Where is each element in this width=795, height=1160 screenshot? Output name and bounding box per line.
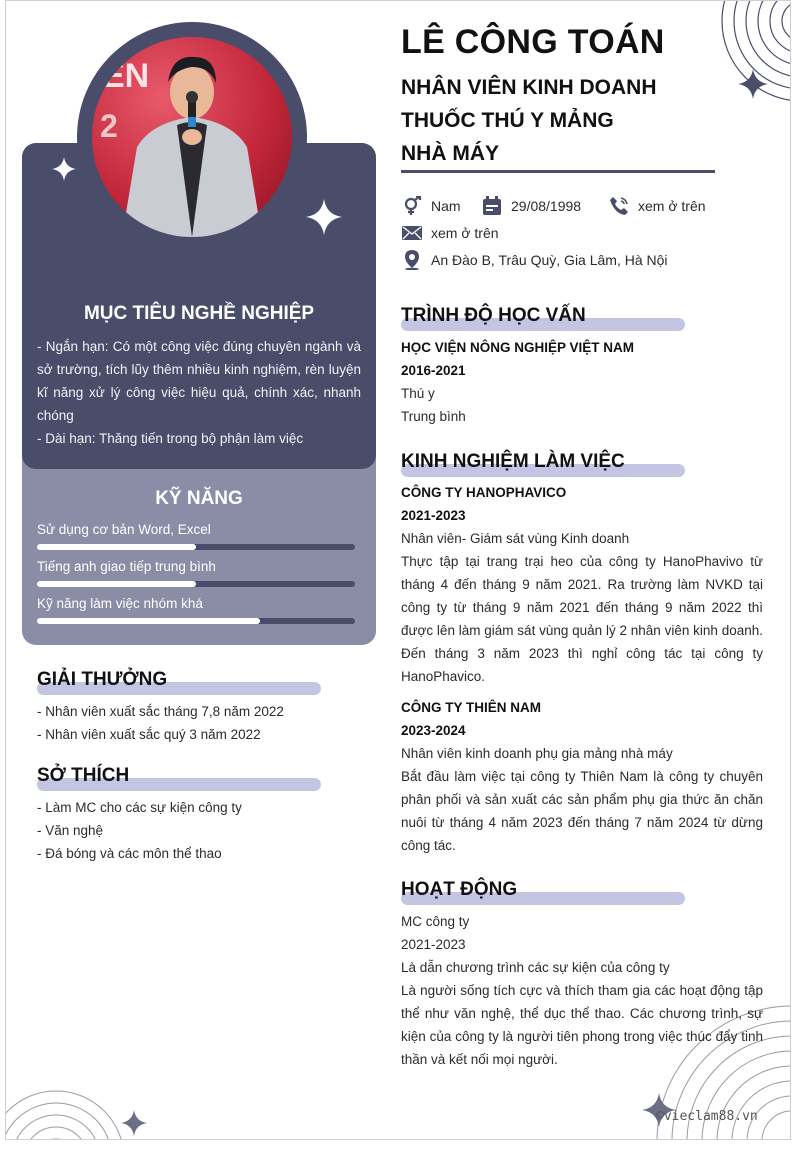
- skill-label: Tiếng anh giao tiếp trung bình: [37, 559, 216, 574]
- experience-title: [401, 451, 625, 473]
- svg-text:EN: EN: [102, 57, 150, 95]
- sparkle-icon: [306, 199, 342, 235]
- watermark: ©vieclam88.vn: [656, 1109, 758, 1124]
- address-info: [401, 249, 668, 271]
- objective-line: - Ngắn hạn: Có một công việc đúng chuyên ngành và sở trường, tích lũy thêm nhiều kinh nghiệm, rèn luyện kĩ năng xử lý công việc hiệu quả, chính xác, nhanh chóng: [37, 339, 361, 423]
- phone-value: xem ở trên: [638, 198, 706, 214]
- email-icon: [401, 222, 423, 244]
- birthday-value: 29/08/1998: [511, 198, 582, 214]
- company-name: CÔNG TY HANOPHAVICO: [401, 485, 567, 500]
- experience-title-text: KINH NGHIỆM LÀM VIỆC: [401, 451, 625, 472]
- list-item: - Nhân viên xuất sắc tháng 7,8 năm 2022: [37, 704, 284, 719]
- avatar: [92, 37, 292, 237]
- skill-label: Sử dụng cơ bản Word, Excel: [37, 522, 211, 537]
- hobbies-title-text: SỞ THÍCH: [37, 765, 130, 786]
- gender-icon: [401, 195, 423, 217]
- experience-job: [401, 696, 763, 857]
- job-position: Nhân viên kinh doanh phụ gia mảng nhà máy: [401, 746, 673, 761]
- gender-value: Nam: [431, 198, 461, 214]
- experience-job: [401, 481, 763, 688]
- awards-title-text: GIẢI THƯỞNG: [37, 669, 168, 690]
- email-info: [401, 222, 499, 244]
- job-title-line: NHÀ MÁY: [401, 142, 499, 165]
- education-grade: Trung bình: [401, 409, 466, 424]
- activities-title: [401, 879, 517, 901]
- skill-item: [37, 558, 355, 587]
- activity-summary: Là dẫn chương trình các sự kiện của công ty: [401, 960, 670, 975]
- phone-icon: [608, 195, 630, 217]
- skill-item: [37, 521, 355, 550]
- hobbies-title: [37, 765, 129, 787]
- concentric-circles-decoration: [6, 1089, 126, 1140]
- sparkle-icon: [738, 69, 768, 99]
- sparkle-icon: [121, 1110, 147, 1136]
- activities-title-text: HOẠT ĐỘNG: [401, 879, 518, 900]
- skills-title: KỸ NĂNG: [155, 488, 243, 509]
- calendar-icon: [481, 195, 503, 217]
- education-title-text: TRÌNH ĐỘ HỌC VẤN: [401, 305, 586, 326]
- job-position: Nhân viên- Giám sát vùng Kinh doanh: [401, 531, 630, 546]
- skill-bar-fill: [37, 618, 260, 624]
- location-icon: [401, 249, 423, 271]
- objective-line: - Dài hạn: Thăng tiến trong bộ phận làm việc: [37, 431, 304, 446]
- list-item: - Đá bóng và các môn thể thao: [37, 846, 222, 861]
- job-title-line: THUỐC THÚ Y MẢNG: [401, 109, 614, 132]
- education-block: [401, 336, 763, 428]
- education-period: 2016-2021: [401, 363, 466, 378]
- header-divider: [401, 170, 715, 173]
- skill-bar: [37, 544, 355, 550]
- address-value: An Đào B, Trâu Quỳ, Gia Lâm, Hà Nội: [431, 252, 668, 268]
- avatar-photo: [92, 37, 292, 237]
- activities-block: [401, 910, 763, 1071]
- objective-text: [37, 335, 361, 450]
- phone-info: [608, 195, 706, 217]
- job-title: [401, 71, 721, 170]
- job-title-line: NHÂN VIÊN KINH DOANH: [401, 76, 657, 99]
- cv-page: [5, 0, 791, 1140]
- job-period: 2021-2023: [401, 508, 466, 523]
- education-title: [401, 305, 586, 327]
- activity-description: Là người sống tích cực và thích tham gia các hoạt động tập thể như văn nghệ, thể dục thể thao. Các chương trình, sự kiện của công ty là người tiên phong trong việc thúc đẩy tinh thần và kết nối mọi người.: [401, 983, 763, 1067]
- gender-info: [401, 195, 461, 217]
- birthday-info: [481, 195, 581, 217]
- skill-bar-fill: [37, 544, 196, 550]
- school-name: HỌC VIỆN NÔNG NGHIỆP VIỆT NAM: [401, 340, 635, 355]
- email-value: xem ở trên: [431, 225, 499, 241]
- awards-title: [37, 669, 167, 691]
- skill-item: [37, 595, 355, 624]
- objective-title: MỤC TIÊU NGHỀ NGHIỆP: [83, 303, 315, 324]
- candidate-name: LÊ CÔNG TOÁN: [401, 23, 665, 61]
- awards-list: [37, 700, 284, 746]
- svg-text:2: 2: [100, 108, 118, 144]
- sparkle-icon: [52, 157, 76, 181]
- skill-label: Kỹ năng làm việc nhóm khá: [37, 596, 203, 611]
- skill-bar: [37, 581, 355, 587]
- skill-bar: [37, 618, 355, 624]
- company-name: CÔNG TY THIÊN NAM: [401, 700, 542, 715]
- activity-role: MC công ty: [401, 914, 470, 929]
- job-period: 2023-2024: [401, 723, 466, 738]
- job-description: Bắt đầu làm việc tại công ty Thiên Nam là công ty chuyên phân phối và sản xuất các sản phẩm phụ gia thức ăn chăn nuôi từ tháng 4 năm 2023 đến tháng 7 năm 2024 từ dừng công tác.: [401, 769, 763, 853]
- activity-period: 2021-2023: [401, 937, 466, 952]
- skill-bar-fill: [37, 581, 196, 587]
- hobbies-list: [37, 796, 242, 865]
- list-item: - Nhân viên xuất sắc quý 3 năm 2022: [37, 727, 261, 742]
- job-description: Thực tập tại trang trại heo của công ty HanoPhavivo từ tháng 4 đến tháng 9 năm 2021. Ra trường làm NVKD tại công ty từ tháng 9 năm 2021 đến tháng 9 năm 2022 thì được lên làm giám sát vùng quản lý 2 nhân viên kinh doanh. Đến tháng 3 năm 2023 thì nghỉ công tác tại công ty HanoPhavico.: [401, 554, 763, 684]
- list-item: - Làm MC cho các sự kiện công ty: [37, 800, 242, 815]
- education-major: Thú y: [401, 386, 435, 401]
- list-item: - Văn nghệ: [37, 823, 104, 838]
